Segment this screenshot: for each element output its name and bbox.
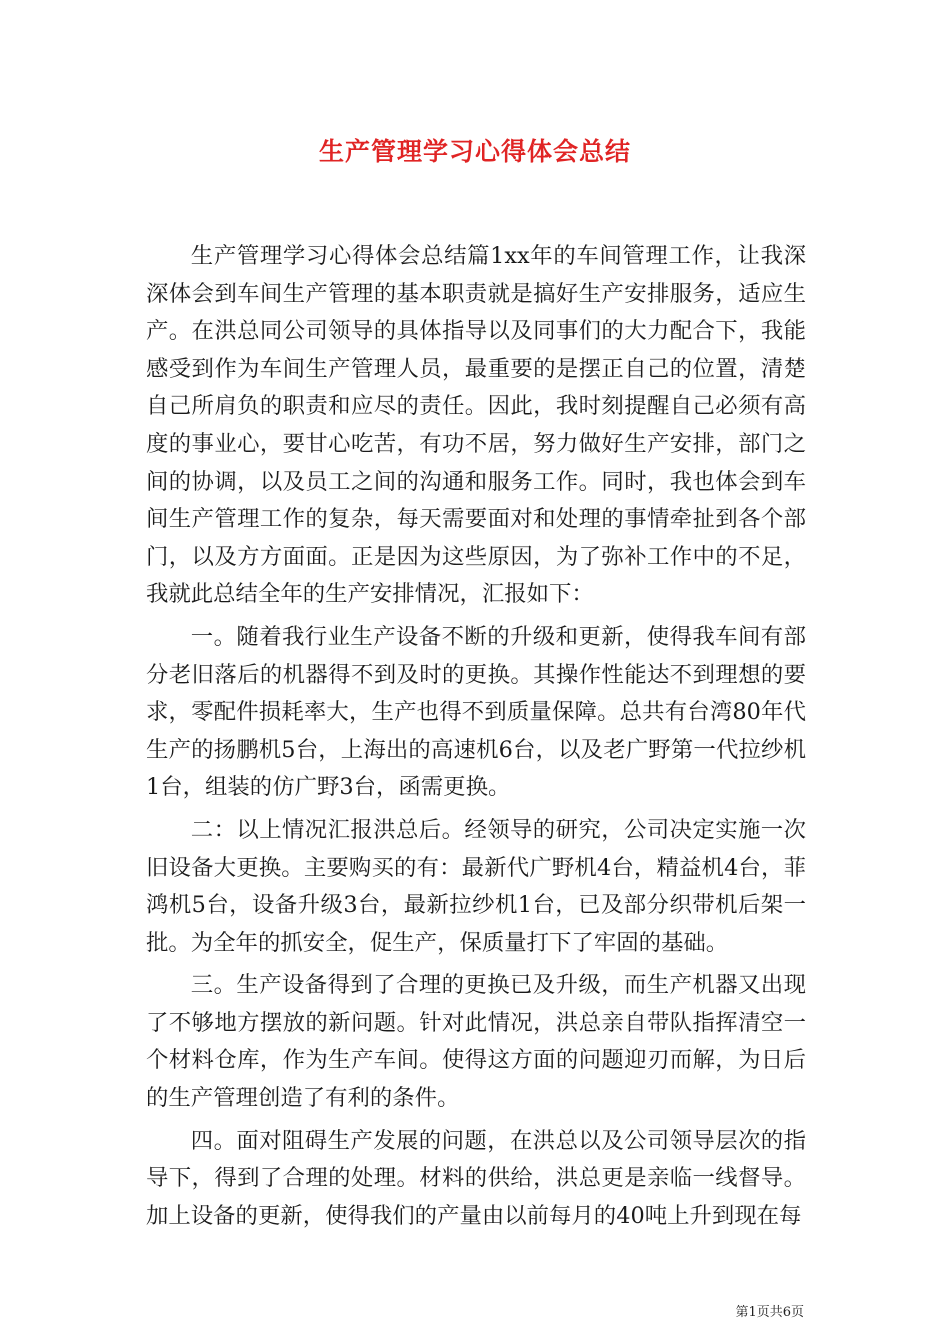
document-title: 生产管理学习心得体会总结 bbox=[318, 137, 631, 166]
paragraph-three: 三。生产设备得到了合理的更换已及升级，而生产机器又出现了不够地方摆放的新问题。针对此情况，洪总亲自带队指挥清空一个材料仓库，作为生产车间。使得这方面的问题迎刃而解，为日后的生产管理创造了有利的条件。 bbox=[146, 972, 806, 1112]
paragraph-four: 四。面对阻碍生产发展的问题，在洪总以及公司领导层次的指导下，得到了合理的处理。材料的供给，洪总更是亲临一线督导。加上设备的更新，使得我们的产量由以前每月的40吨上升到现在每 bbox=[146, 1127, 806, 1229]
document-body bbox=[146, 238, 806, 1240]
page-number: 第1页共6页 bbox=[735, 1305, 804, 1320]
paragraph-intro: 生产管理学习心得体会总结篇1xx年的车间管理工作，让我深深体会到车间生产管理的基本职责就是搞好生产安排服务，适应生产。在洪总同公司领导的具体指导以及同事们的大力配合下，我能感受到作为车间生产管理人员，最重要的是摆正自己的位置，清楚自己所肩负的职责和应尽的责任。因此，我时刻提醒自己必须有高度的事业心，要甘心吃苦，有功不居，努力做好生产安排，部门之间的协调，以及员工之间的沟通和服务工作。同时，我也体会到车间生产管理工作的复杂，每天需要面对和处理的事情牵扯到各个部门，以及方方面面。正是因为这些原因，为了弥补工作中的不足，我就此总结全年的生产安排情况，汇报如下： bbox=[146, 243, 806, 608]
paragraph-one: 一。随着我行业生产设备不断的升级和更新，使得我车间有部分老旧落后的机器得不到及时的更换。其操作性能达不到理想的要求，零配件损耗率大，生产也得不到质量保障。总共有台湾80年代生产的扬鹏机5台，上海出的高速机6台，以及老广野第一代拉纱机1台，组装的仿广野3台，函需更换。 bbox=[146, 623, 806, 801]
paragraph-two: 二：以上情况汇报洪总后。经领导的研究，公司决定实施一次旧设备大更换。主要购买的有：最新代广野机4台，精益机4台，菲鸿机5台，设备升级3台，最新拉纱机1台，已及部分织带机后架一批。为全年的抓安全，促生产，保质量打下了牢固的基础。 bbox=[146, 816, 806, 956]
